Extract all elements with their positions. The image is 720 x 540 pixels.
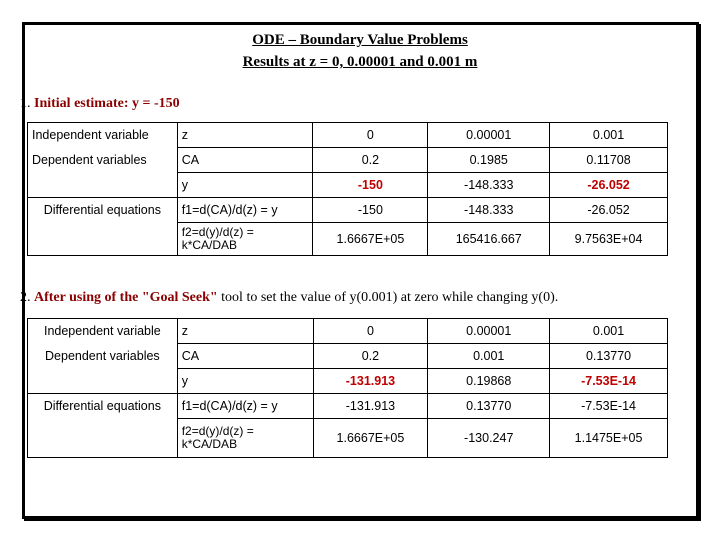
row-label — [28, 419, 178, 458]
value-z2: 0.11708 — [550, 148, 668, 173]
row-variable: f2=d(y)/d(z) = k*CA/DAB — [177, 223, 313, 256]
row-variable: y — [177, 173, 313, 198]
row-label: Differential equations — [28, 394, 178, 419]
section2-heading-rest: tool to set the value of y(0.001) at zero while changing y(0). — [217, 290, 559, 305]
value-z0: -131.913 — [313, 394, 428, 419]
row-label: Dependent variables — [28, 344, 178, 369]
section2-heading — [20, 290, 558, 306]
value-z2: 9.7563E+04 — [550, 223, 668, 256]
table-row — [28, 419, 668, 458]
results-table-initial — [27, 122, 668, 256]
value-z1: 165416.667 — [428, 223, 550, 256]
table-row — [28, 223, 668, 256]
value-z1: 0.00001 — [428, 319, 550, 344]
row-label: Independent variable — [28, 319, 178, 344]
row-label — [28, 223, 178, 256]
value-z1: -148.333 — [428, 198, 550, 223]
value-z2: -7.53E-14 — [550, 394, 668, 419]
section1-number: 1. — [20, 96, 34, 111]
value-z1: 0.001 — [428, 344, 550, 369]
row-label — [28, 173, 178, 198]
value-z0: -150 — [313, 173, 428, 198]
value-z0: -131.913 — [313, 369, 428, 394]
row-variable: f1=d(CA)/d(z) = y — [177, 394, 313, 419]
value-z1: 0.19868 — [428, 369, 550, 394]
value-z1: -148.333 — [428, 173, 550, 198]
value-z0: 0 — [313, 123, 428, 148]
value-z0: 1.6667E+05 — [313, 419, 428, 458]
table-row — [28, 173, 668, 198]
value-z0: 0.2 — [313, 344, 428, 369]
results-table-goal-seek — [27, 318, 668, 458]
value-z1: 0.00001 — [428, 123, 550, 148]
value-z0: 0.2 — [313, 148, 428, 173]
table-row — [28, 344, 668, 369]
value-z1: 0.1985 — [428, 148, 550, 173]
table-row — [28, 319, 668, 344]
section2-number: 2. — [20, 290, 34, 305]
value-z0: 1.6667E+05 — [313, 223, 428, 256]
row-variable: z — [177, 123, 313, 148]
value-z2: -26.052 — [550, 198, 668, 223]
row-label: Dependent variables — [28, 148, 178, 173]
row-variable: z — [177, 319, 313, 344]
section2-heading-text: After using of the "Goal Seek" — [34, 290, 218, 305]
row-label: Independent variable — [28, 123, 178, 148]
value-z1: -130.247 — [428, 419, 550, 458]
slide-title: ODE – Boundary Value Problems — [252, 32, 468, 48]
value-z1: 0.13770 — [428, 394, 550, 419]
row-variable: f2=d(y)/d(z) = k*CA/DAB — [177, 419, 313, 458]
section1-heading — [20, 96, 180, 112]
value-z2: -26.052 — [550, 173, 668, 198]
value-z2: -7.53E-14 — [550, 369, 668, 394]
value-z2: 0.13770 — [550, 344, 668, 369]
value-z2: 0.001 — [550, 123, 668, 148]
value-z2: 0.001 — [550, 319, 668, 344]
row-variable: CA — [177, 148, 313, 173]
slide-subtitle: Results at z = 0, 0.00001 and 0.001 m — [242, 54, 478, 70]
row-label — [28, 369, 178, 394]
table-row — [28, 369, 668, 394]
row-variable: f1=d(CA)/d(z) = y — [177, 198, 313, 223]
value-z0: -150 — [313, 198, 428, 223]
section1-heading-text: Initial estimate: y = -150 — [34, 96, 180, 111]
table-row — [28, 394, 668, 419]
row-variable: y — [177, 369, 313, 394]
row-variable: CA — [177, 344, 313, 369]
table-row — [28, 123, 668, 148]
row-label: Differential equations — [28, 198, 178, 223]
value-z2: 1.1475E+05 — [550, 419, 668, 458]
value-z0: 0 — [313, 319, 428, 344]
table-row — [28, 148, 668, 173]
table-row — [28, 198, 668, 223]
